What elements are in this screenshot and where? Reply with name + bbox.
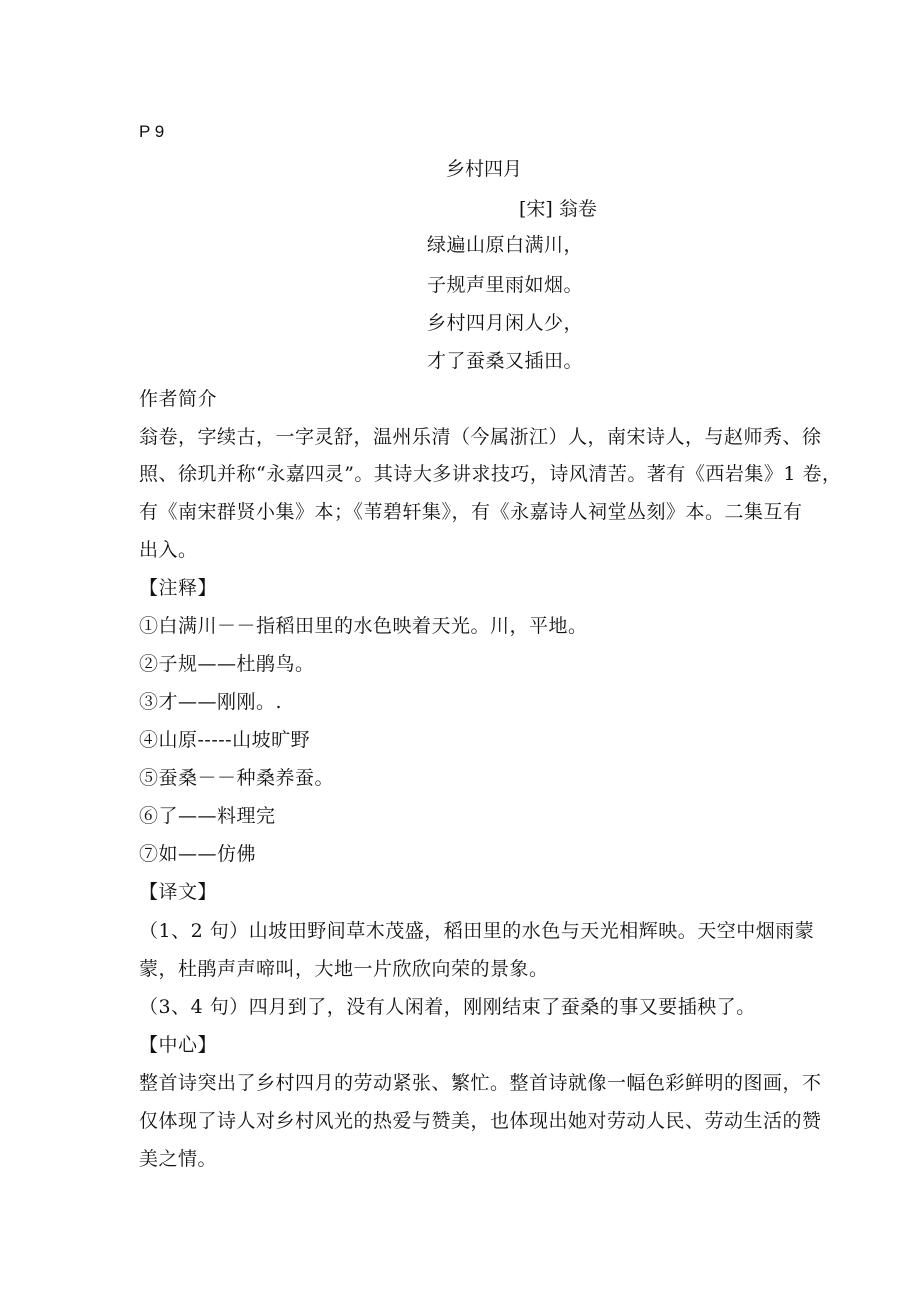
note-item: ⑥了——料理完 [139, 805, 276, 827]
note-item: ①白满川－－指稻田里的水色映着天光。川，平地。 [139, 615, 588, 637]
note-item: ③才——刚刚。. [139, 691, 283, 713]
translation-line: （1、2 句）山坡田野间草木茂盛，稻田里的水色与天光相辉映。天空中烟雨蒙 [139, 920, 815, 942]
intro-line: 翁卷，字续古，一字灵舒，温州乐清（今属浙江）人，南宋诗人，与赵师秀、徐 [139, 426, 822, 448]
intro-line: 有《南宋群贤小集》本；《苇碧轩集》，有《永嘉诗人祠堂丛刻》本。二集互有 [139, 501, 803, 523]
note-item: ⑤蚕桑－－种桑养蚕。 [139, 767, 335, 789]
poem-line: 乡村四月闲人少， [427, 312, 584, 334]
theme-line: 整首诗突出了乡村四月的劳动紧张、繁忙。整首诗就像一幅色彩鲜明的图画，不 [139, 1072, 822, 1094]
theme-line: 美之情。 [139, 1148, 218, 1170]
page-number: P 9 [139, 122, 165, 141]
note-item: ②子规——杜鹃鸟。 [139, 653, 315, 675]
intro-line: 照、徐玑并称“永嘉四灵”。其诗大多讲求技巧，诗风清苦。著有《西岩集》1 卷， [139, 463, 842, 485]
translation-line: 蒙，杜鹃声声啼叫，大地一片欣欣向荣的景象。 [139, 958, 549, 980]
theme-line: 仅体现了诗人对乡村风光的热爱与赞美，也体现出她对劳动人民、劳动生活的赞 [139, 1110, 822, 1132]
theme-heading: 【中心】 [139, 1034, 218, 1056]
translation-line: （3、4 句）四月到了，没有人闲着，刚刚结束了蚕桑的事又要插秧了。 [139, 996, 756, 1018]
note-item: ④山原-----山坡旷野 [139, 729, 311, 751]
poem-title: 乡村四月 [446, 158, 523, 180]
intro-heading: 作者简介 [139, 388, 218, 410]
poem-line: 才了蚕桑又插田。 [427, 350, 584, 372]
translation-heading: 【译文】 [139, 881, 218, 903]
intro-line: 出入。 [139, 539, 198, 561]
poem-author: [宋] 翁卷 [519, 198, 597, 220]
poem-line: 绿遍山原白满川， [427, 234, 584, 256]
note-item: ⑦如——仿佛 [139, 843, 257, 865]
poem-line: 子规声里雨如烟。 [427, 274, 584, 296]
notes-heading: 【注释】 [139, 577, 218, 599]
